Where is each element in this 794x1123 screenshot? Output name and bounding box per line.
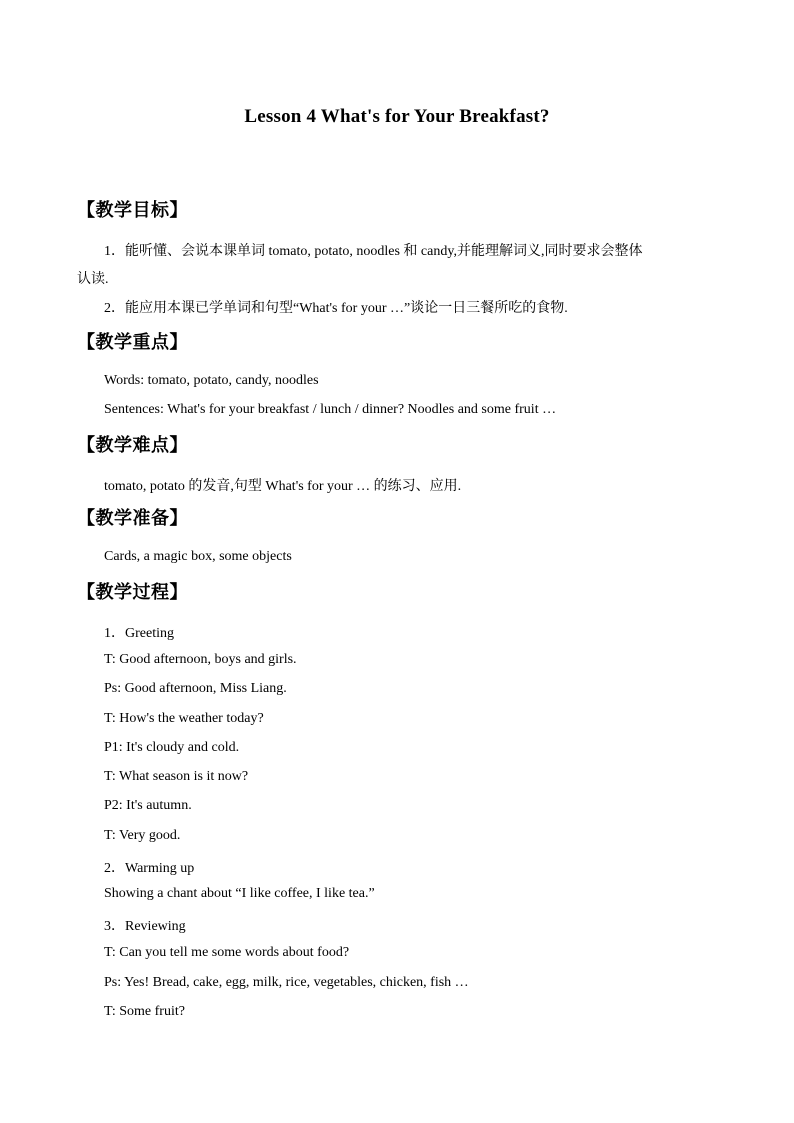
key-points-sentences: Sentences: What's for your breakfast / lunch / dinner? Noodles and some fruit … [104, 402, 557, 417]
process-line: P1: It's cloudy and cold. [104, 740, 240, 755]
section-heading-preparation: 【教学准备】 [77, 508, 188, 529]
process-line: T: Very good. [104, 828, 181, 843]
preparation-text: Cards, a magic box, some objects [104, 549, 292, 564]
page-title: Lesson 4 What's for Your Breakfast? [244, 106, 550, 127]
objective-item-2: 2．能应用本课已学单词和句型“What's for your …”谈论一日三餐所吃的食物. [104, 301, 568, 316]
process-line: 3．Reviewing [104, 919, 186, 934]
process-line: Showing a chant about “I like coffee, I like tea.” [104, 886, 375, 901]
objective-item-1-continued: 认读. [77, 272, 109, 287]
section-heading-objectives: 【教学目标】 [77, 200, 188, 221]
process-line: Ps: Good afternoon, Miss Liang. [104, 681, 287, 696]
section-heading-key-points: 【教学重点】 [77, 332, 188, 353]
section-heading-difficulties: 【教学难点】 [77, 435, 188, 456]
objective-item-1: 1．能听懂、会说本课单词 tomato, potato, noodles 和 candy,并能理解词义,同时要求会整体 [104, 244, 643, 259]
process-line: P2: It's autumn. [104, 798, 192, 813]
process-line: T: Can you tell me some words about food? [104, 945, 350, 960]
process-line: Ps: Yes! Bread, cake, egg, milk, rice, vegetables, chicken, fish … [104, 975, 469, 990]
section-heading-process: 【教学过程】 [77, 582, 188, 603]
process-line: T: How's the weather today? [104, 711, 264, 726]
process-line: T: Some fruit? [104, 1004, 185, 1019]
difficulties-text: tomato, potato 的发音,句型 What's for your … 的练习、应用. [104, 479, 462, 494]
process-line: T: Good afternoon, boys and girls. [104, 652, 297, 667]
process-line: 2．Warming up [104, 861, 195, 876]
process-line: T: What season is it now? [104, 769, 249, 784]
key-points-words: Words: tomato, potato, candy, noodles [104, 373, 319, 388]
process-line: 1．Greeting [104, 626, 174, 641]
